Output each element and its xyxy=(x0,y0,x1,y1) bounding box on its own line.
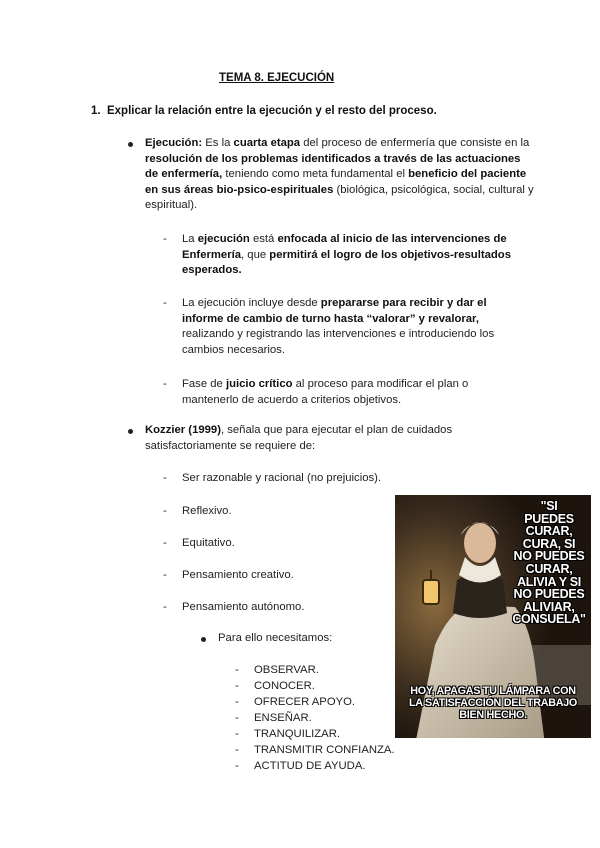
dash-marker: - xyxy=(235,680,239,692)
text-run: teniendo como meta fundamental el xyxy=(222,168,409,180)
ejecucion-term: Ejecución: xyxy=(145,137,203,149)
dash-marker: - xyxy=(163,569,167,581)
dash-marker: - xyxy=(235,664,239,676)
dash-marker: - xyxy=(163,472,167,484)
requirement-item: Pensamiento autónomo. xyxy=(182,601,305,613)
sub-paragraph-1 xyxy=(182,232,522,279)
caption-line: LA SATISFACCIÓN DEL TRABAJO xyxy=(408,697,578,709)
requirement-item: Ser razonable y racional (no prejuicios). xyxy=(182,472,382,484)
text-run: Es la xyxy=(202,137,234,149)
question-heading xyxy=(91,104,437,120)
requirement-item: Pensamiento creativo. xyxy=(182,569,294,581)
bullet-need-intro xyxy=(201,637,206,642)
text-run: está xyxy=(249,233,278,245)
sub-paragraph-3 xyxy=(182,377,502,408)
dash-marker: - xyxy=(163,297,167,309)
bold-run: beneficio del paciente en sus áreas bio-psico-espirituales xyxy=(145,168,527,196)
quote-line: CURA, SI xyxy=(522,536,576,551)
text-run: del proceso de enfermería que consiste en la xyxy=(300,137,530,149)
caption-text xyxy=(395,685,591,721)
dash-marker: - xyxy=(235,696,239,708)
need-item: TRANSMITIR CONFIANZA. xyxy=(254,744,395,756)
quote-line: NO PUEDES xyxy=(513,549,585,564)
requirement-item: Reflexivo. xyxy=(182,505,232,517)
dash-marker: - xyxy=(163,505,167,517)
dash-marker: - xyxy=(235,712,239,724)
nurse-meme-image xyxy=(395,495,591,738)
sub-paragraph-2 xyxy=(182,296,527,358)
need-item: ENSEÑAR. xyxy=(254,712,312,724)
need-item: OBSERVAR. xyxy=(254,664,319,676)
text-run: , señala que para ejecutar el plan de cuidados satisfactoriamente se requiere de: xyxy=(145,424,453,452)
bullet-kozzier xyxy=(128,429,133,434)
kozzier-paragraph xyxy=(145,423,490,454)
quote-line: CURAR, xyxy=(525,524,573,539)
text-run: Fase de xyxy=(182,378,226,390)
document-title: TEMA 8. EJECUCIÓN xyxy=(219,72,335,84)
bold-run: cuarta etapa xyxy=(233,137,301,149)
text-run: La ejecución incluye desde xyxy=(182,297,321,309)
dash-marker: - xyxy=(163,378,167,390)
bold-run: enfocada al inicio de las intervenciones de Enfermería xyxy=(182,233,507,261)
text-run: La xyxy=(182,233,198,245)
question-number: 1. xyxy=(91,105,101,117)
need-item: TRANQUILIZAR. xyxy=(254,728,340,740)
dash-marker: - xyxy=(163,233,167,245)
bullet-ejecucion xyxy=(128,142,133,147)
dash-marker: - xyxy=(163,601,167,613)
quote-line: ALIVIA Y SI xyxy=(517,574,581,589)
need-item: CONOCER. xyxy=(254,680,315,692)
caption-line: HOY, APAGAS TU LÁMPARA CON xyxy=(410,685,576,697)
bold-run: resolución de los problemas identificados a través de las actuaciones de enfermería, xyxy=(145,152,521,180)
quote-line: NO PUEDES xyxy=(513,587,585,602)
bold-run: prepararse para recibir y dar el informe de cambio de turno hasta “valorar” y revalorar, xyxy=(182,297,487,325)
quote-line: CONSUELA" xyxy=(512,612,586,627)
question-text: Explicar la relación entre la ejecución y el resto del proceso. xyxy=(106,105,437,117)
quote-text xyxy=(507,500,591,626)
dash-marker: - xyxy=(235,744,239,756)
caption-line: BIEN HECHO. xyxy=(459,709,527,721)
need-item: ACTITUD DE AYUDA. xyxy=(254,760,366,772)
text-run: , que xyxy=(241,248,270,261)
quote-line: PUEDES xyxy=(524,511,574,526)
bold-run: ejecución xyxy=(197,233,250,245)
quote-line: ALIVIAR, xyxy=(523,599,575,614)
need-item: OFRECER APOYO. xyxy=(254,696,356,708)
text-run: realizando y registrando las intervenciones e introduciendo los cambios necesarios. xyxy=(182,328,495,356)
dash-marker: - xyxy=(163,537,167,549)
dash-marker: - xyxy=(235,760,239,772)
text-run: (biológica, psicológica, social, cultural y espiritual). xyxy=(145,183,534,211)
requirement-item: Equitativo. xyxy=(182,537,235,549)
bold-run: juicio crítico xyxy=(225,378,293,390)
quote-line: "SI xyxy=(540,499,558,513)
need-intro: Para ello necesitamos: xyxy=(218,632,333,644)
dash-marker: - xyxy=(235,728,239,740)
quote-line: CURAR, xyxy=(525,561,573,576)
text-run: al proceso para modificar el plan o mantenerlo de acuerdo a criterios objetivos. xyxy=(182,378,469,406)
bold-run: Kozzier (1999) xyxy=(145,424,221,436)
ejecucion-paragraph xyxy=(145,136,535,214)
bold-run: permitirá el logro de los objetivos-resultados esperados. xyxy=(182,248,511,276)
